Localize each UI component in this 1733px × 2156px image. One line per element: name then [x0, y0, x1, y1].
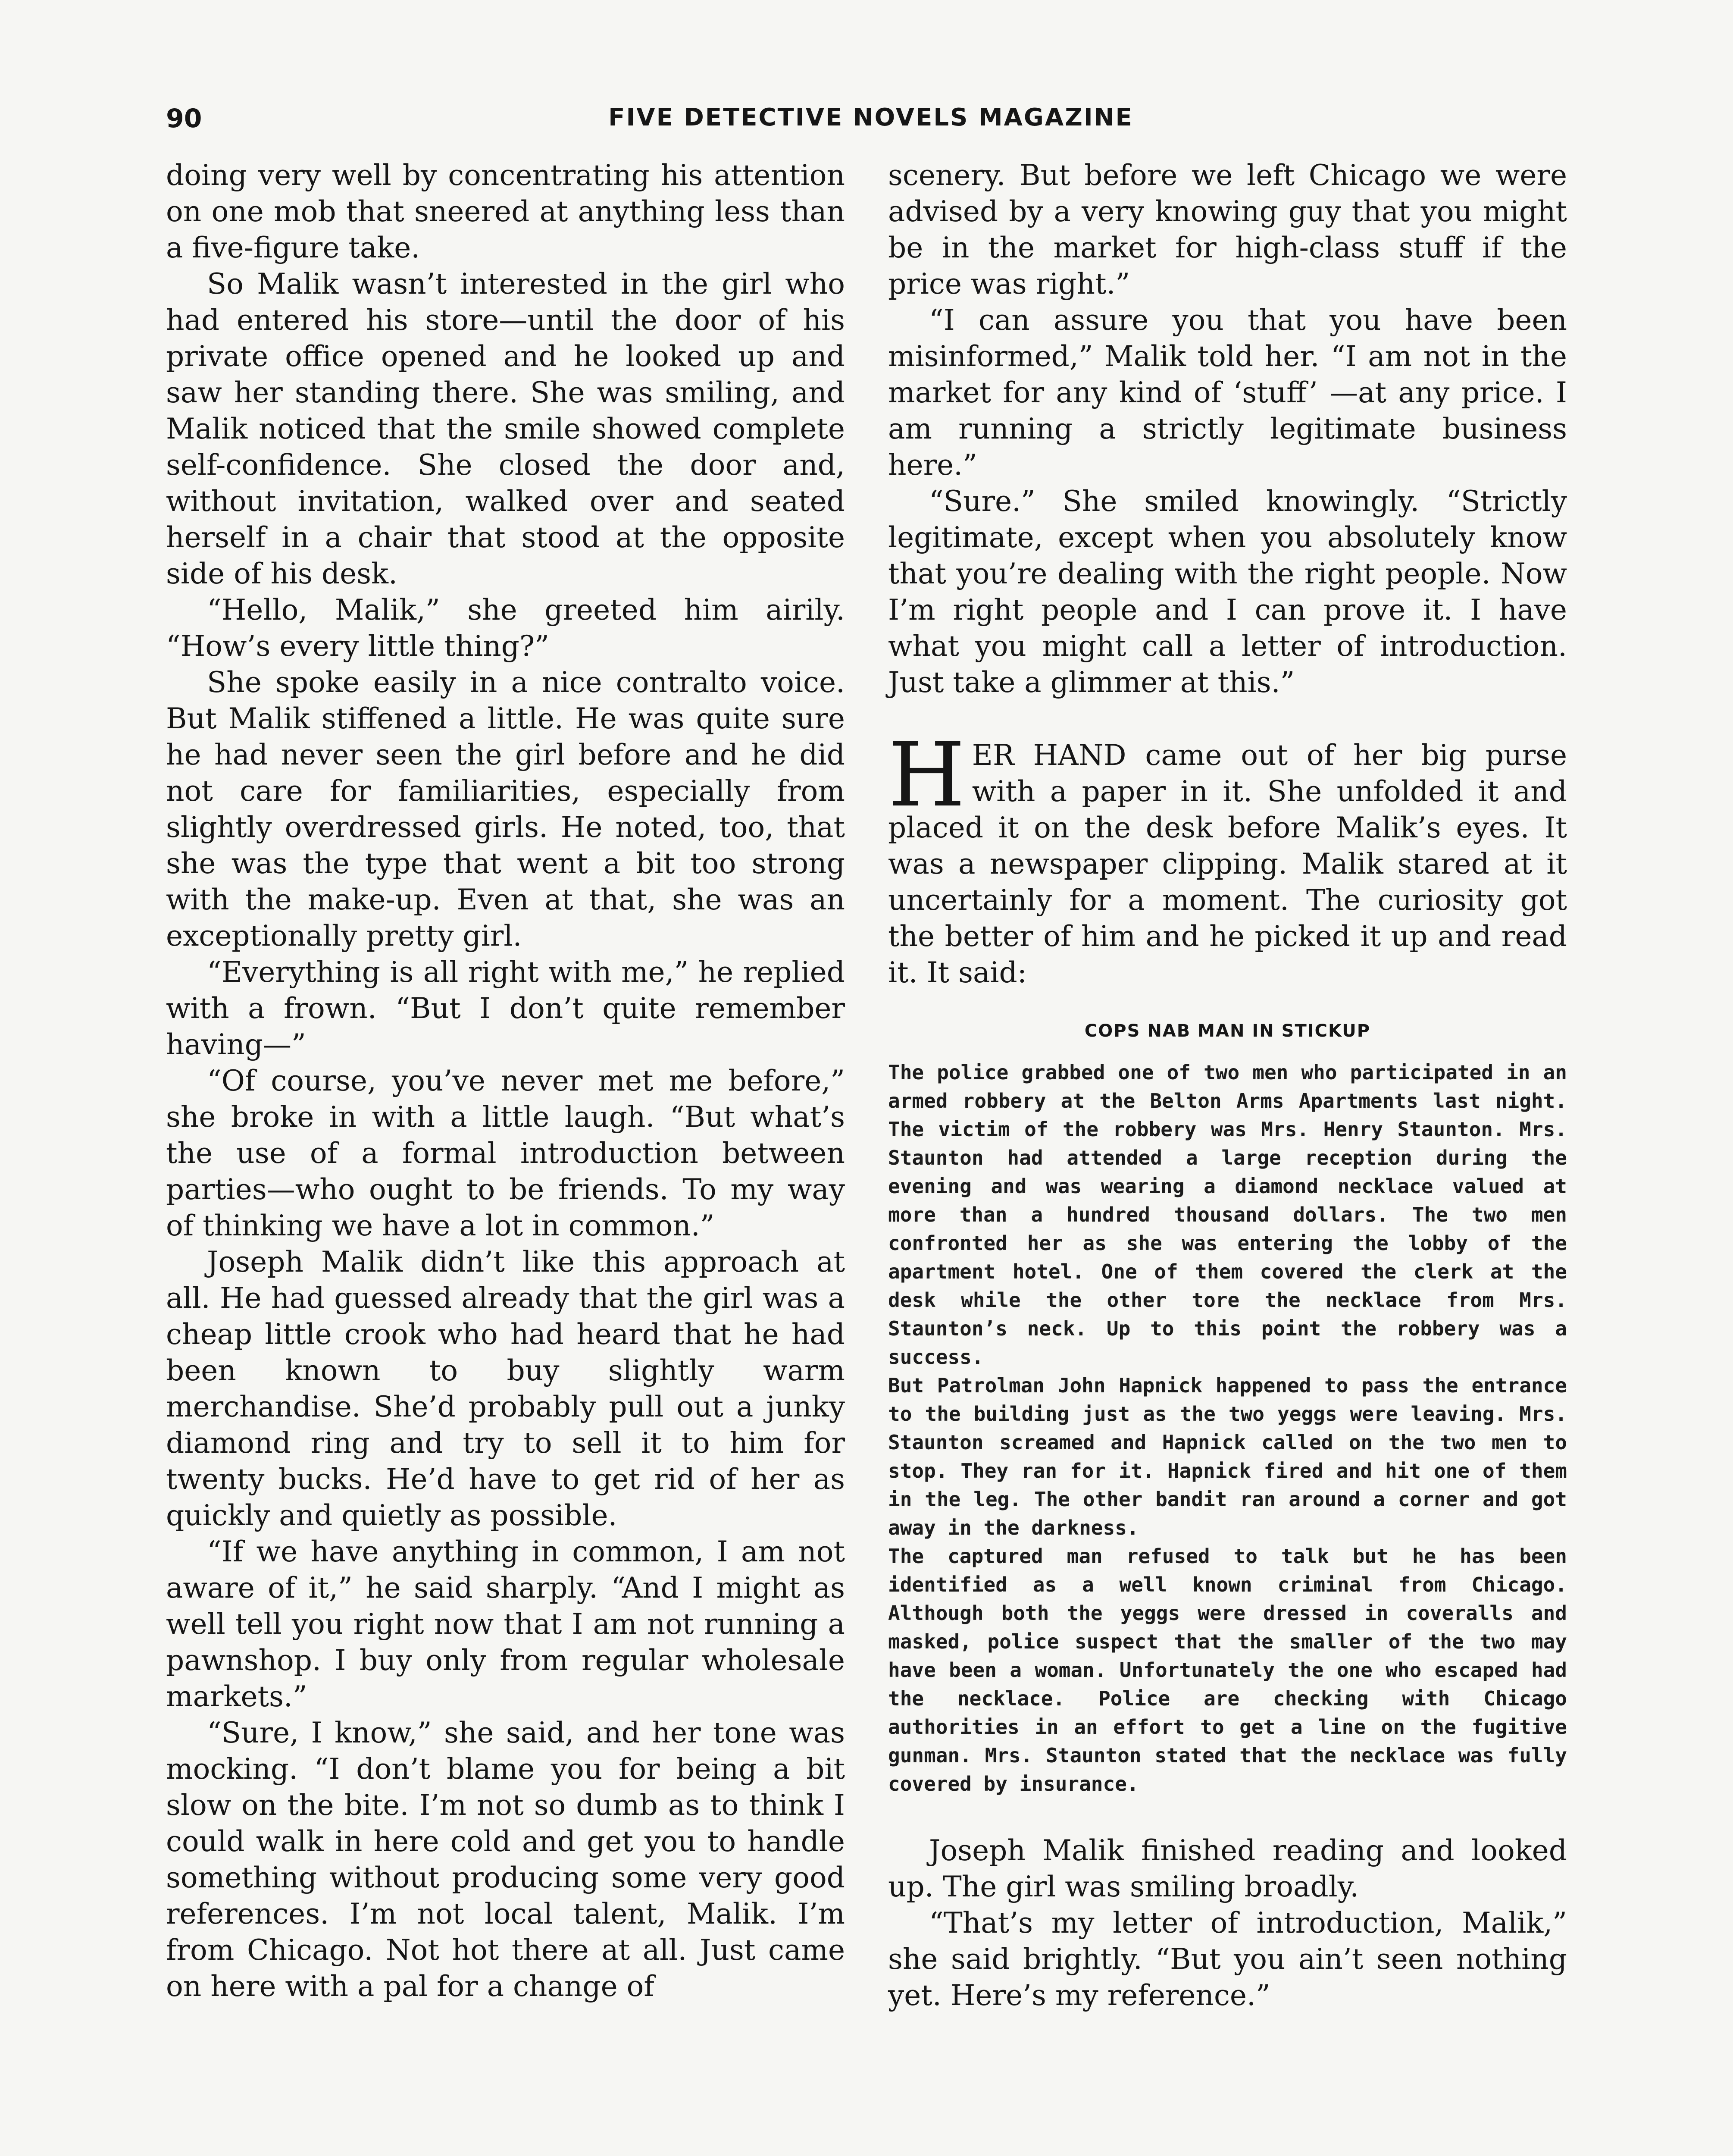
drop-cap: H — [888, 724, 965, 827]
right-column-bottom-text — [888, 1833, 1567, 2014]
page-number: 90 — [166, 103, 202, 134]
clipping-paragraph: But Patrolman John Hapnick happened to pass the entrance to the building just as the two yeggs were leaving. Mrs. Staunton screamed and Hapnick called on the two men to stop. They ran for it. Hapnick fired and hit one of them in the leg. The other bandit ran around a corner and got away in the darkness. — [888, 1374, 1567, 1539]
right-column-top-text — [888, 157, 1567, 991]
paragraph: “Everything is all right with me,” he replied with a frown. “But I don’t quite remember having—” — [166, 956, 845, 1061]
paragraph: “Sure.” She smiled knowingly. “Strictly legitimate, except when you absolutely know that you’re dealing with the right people. Now I’m right people and I can prove it. I have what you might call a letter of introduction. Just take a glimmer at this.” — [888, 485, 1567, 699]
paragraph: “That’s my letter of introduction, Malik,” she said brightly. “But you ain’t seen nothing yet. Here’s my reference.” — [888, 1906, 1567, 2012]
paragraph: She spoke easily in a nice contralto voice. But Malik stiffened a little. He was quite sure he had never seen the girl before and he did not care for familiarities, especially from slightly overdressed girls. He noted, too, that she was the type that went a bit too strong with the make-up. Even at that, she was an exceptionally pretty girl. — [166, 666, 845, 953]
paragraph: Joseph Malik didn’t like this approach at all. He had guessed already that the girl was a cheap little crook who had heard that he had been known to buy slightly warm merchandise. She’d probably pull out a junky diamond ring and try to sell it to him for twenty bucks. He’d have to get rid of her as quickly and quietly as possible. — [166, 1245, 845, 1532]
paragraph: “Of course, you’ve never met me before,” she broke in with a little laugh. “But what’s the use of a formal introduction between parties—who ought to be friends. To my way of thinking we have a lot in common.” — [166, 1064, 845, 1242]
left-column — [166, 157, 845, 2005]
running-head: FIVE DETECTIVE NOVELS MAGAZINE — [608, 103, 1133, 132]
page-header — [166, 103, 1576, 151]
clipping-headline: COPS NAB MAN IN STICKUP — [1084, 1021, 1371, 1041]
paragraph: “If we have anything in common, I am not aware of it,” he said sharply. “And I might as well tell you right now that I am not running a pawnshop. I buy only from regular wholesale markets.” — [166, 1535, 845, 1713]
clipping-paragraph: The captured man refused to talk but he has been identified as a well known criminal from Chicago. Although both the yeggs were dressed in coveralls and masked, police suspect that the smaller of the two may have been a woman. Unfortunately the one who escaped had the necklace. Police are checking with Chicago authorities in an effort to get a line on the fugitive gunman. Mrs. Staunton stated that the necklace was fully covered by insurance. — [888, 1545, 1567, 1796]
right-column — [888, 157, 1567, 2014]
paragraph: Joseph Malik finished reading and looked up. The girl was smiling broadly. — [888, 1834, 1567, 1903]
newspaper-clipping — [888, 1021, 1567, 1798]
paragraph: “I can assure you that you have been misinformed,” Malik told her. “I am not in the market for any kind of ‘stuff’ —at any price. I am running a strictly legitimate business here.” — [888, 304, 1567, 482]
section-opening-text: ER HAND came out of her big purse with a paper in it. She unfolded it and placed it on the desk before Malik’s eyes. It was a newspaper clipping. Malik stared at it uncertainly for a moment. The curiosity got the better of him and he picked it up and read it. It said: — [888, 739, 1567, 989]
clipping-body — [888, 1058, 1567, 1798]
section-opening-paragraph — [888, 724, 1567, 991]
paragraph: “Sure, I know,” she said, and her tone was mocking. “I don’t blame you for being a bit slow on the bite. I’m not so dumb as to think I could walk in here cold and get you to handle something without producing some very good references. I’m not local talent, Malik. I’m from Chicago. Not hot there at all. Just came on here with a pal for a change of — [166, 1716, 845, 2003]
paragraph: “Hello, Malik,” she greeted him airily. “How’s every little thing?” — [166, 593, 845, 663]
paragraph: So Malik wasn’t interested in the girl who had entered his store—until the door of his private office opened and he looked up and saw her standing there. She was smiling, and Malik noticed that the smile showed complete self-confidence. She closed the door and, without invitation, walked over and seated herself in a chair that stood at the opposite side of his desk. — [166, 267, 845, 590]
clipping-paragraph: The police grabbed one of two men who participated in an armed robbery at the Belton Arms Apartments last night. The victim of the robbery was Mrs. Henry Staunton. Mrs. Staunton had attended a large reception during the evening and was wearing a diamond necklace valued at more than a hundred thousand dollars. The two men confronted her as she was entering the lobby of the apartment hotel. One of them covered the clerk at the desk while the other tore the necklace from Mrs. Staunton’s neck. Up to this point the robbery was a success. — [888, 1061, 1567, 1369]
paragraph: scenery. But before we left Chicago we were advised by a very knowing guy that you might be in the market for high-class stuff if the price was right.” — [888, 159, 1567, 301]
paragraph: doing very well by concentrating his attention on one mob that sneered at anything less than a five-figure take. — [166, 159, 845, 264]
